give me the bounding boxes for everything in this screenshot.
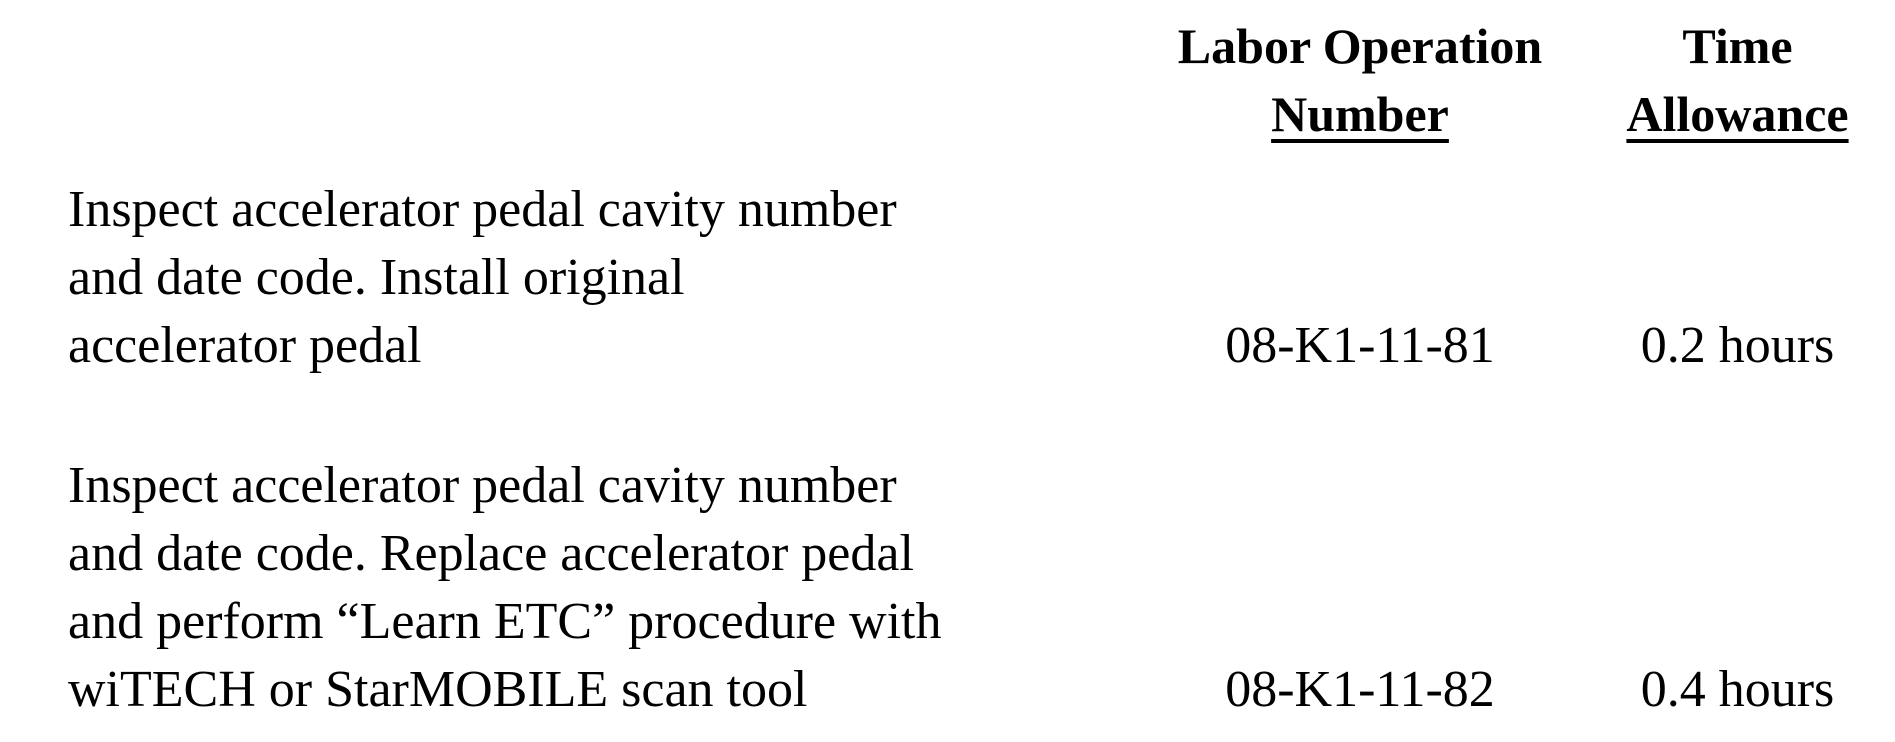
header-text: Number xyxy=(1271,86,1449,142)
operation-description xyxy=(68,176,1078,380)
header-text: Allowance xyxy=(1626,86,1849,142)
description-line: accelerator pedal xyxy=(68,317,422,374)
description-line: Inspect accelerator pedal cavity number xyxy=(68,181,897,238)
description-line: wiTECH or StarMOBILE scan tool xyxy=(68,661,808,718)
description-line: and perform “Learn ETC” procedure with xyxy=(68,593,942,650)
header-text: Labor Operation xyxy=(1177,18,1543,74)
operation-description xyxy=(68,452,1078,724)
labor-operation-number: 08-K1-11-82 xyxy=(1225,661,1495,718)
description-line: and date code. Replace accelerator pedal xyxy=(68,525,914,582)
description-line: Inspect accelerator pedal cavity number xyxy=(68,457,897,514)
time-allowance-header xyxy=(1590,12,1885,148)
labor-operation-number: 08-K1-11-81 xyxy=(1225,317,1495,374)
header-text: Time xyxy=(1682,18,1793,74)
labor-operation-number-header xyxy=(1130,12,1590,148)
time-allowance: 0.2 hours xyxy=(1640,317,1835,374)
time-allowance: 0.4 hours xyxy=(1640,661,1835,718)
description-line: and date code. Install original xyxy=(68,249,685,306)
